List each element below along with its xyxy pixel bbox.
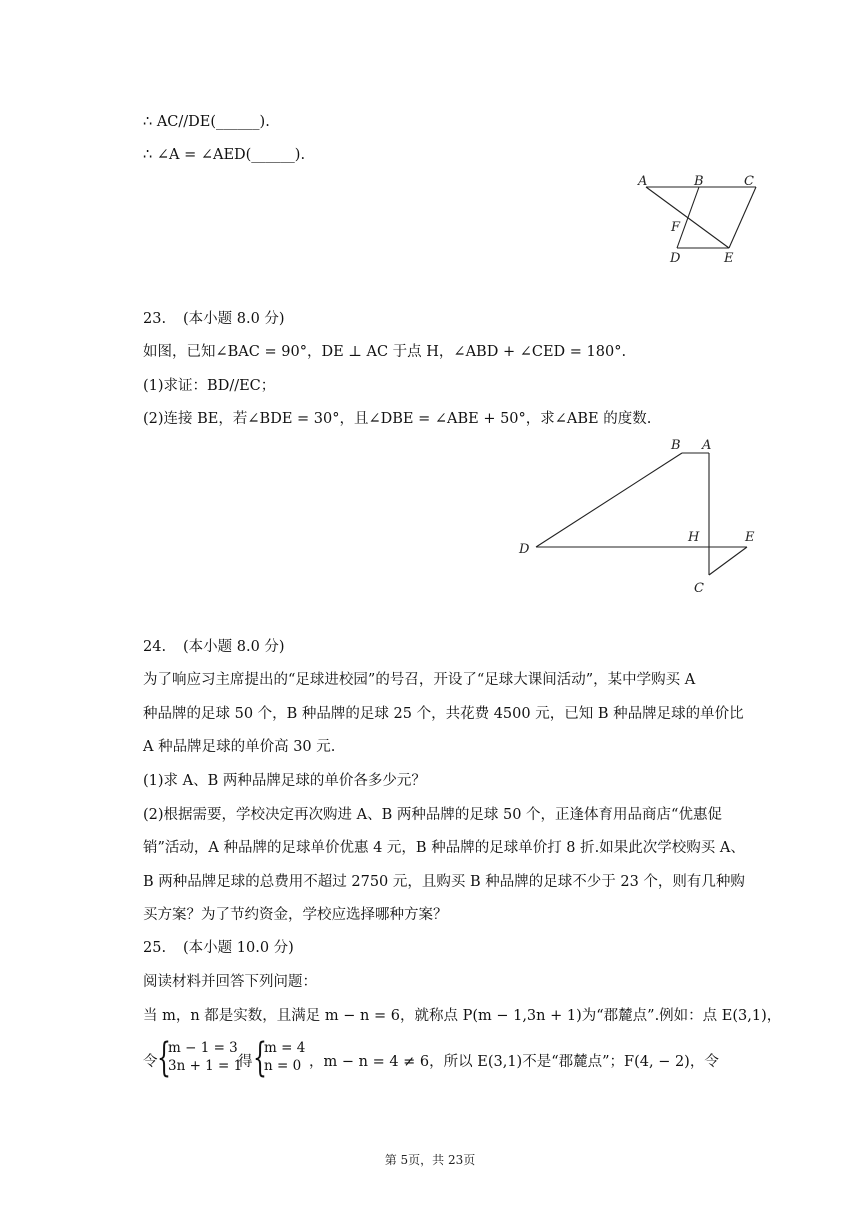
fig1-label-a: A (638, 174, 648, 189)
question-25-heading (143, 938, 294, 958)
question-24-part-2-line-1: (2)根据需要，学校决定再次购进 A、B 两种品牌的足球 50 个，正逢体育用品商店“优惠促 (143, 807, 722, 823)
question-24-line-2: 种品牌的足球 50 个，B 种品牌的足球 25 个，共花费 4500 元，已知 B 种品牌足球的单价比 (143, 706, 744, 722)
question-24-number: 24. (143, 639, 167, 655)
solution-m: m = 4 (264, 1040, 306, 1056)
question-25-number: 25. (143, 940, 167, 956)
word-de: 得 (238, 1054, 253, 1070)
question-23-score: (本小题 8.0 分) (183, 311, 285, 327)
page-footer: 第 5页，共 23页 (384, 1153, 476, 1167)
fig1-label-d: D (670, 251, 681, 266)
equation-m-minus-1: m − 1 = 3 (168, 1040, 238, 1056)
fig2-label-b: B (671, 438, 681, 453)
question-23-part-1: (1)求证：BD//EC； (143, 378, 276, 394)
question-24-score: (本小题 8.0 分) (183, 639, 285, 655)
equation-3n-plus-1: 3n + 1 = 1 (168, 1058, 243, 1074)
question-23-part-2: (2)连接 BE，若∠BDE = 30°，且∠DBE = ∠ABE + 50°，求∠ABE 的度数. (143, 411, 652, 427)
question-24-line-1: 为了响应习主席提出的“足球进校园”的号召，开设了“足球大课间活动”，某中学购买 A (143, 672, 696, 688)
question-23-heading (143, 309, 285, 329)
question-25-intro: 阅读材料并回答下列问题： (143, 974, 317, 990)
left-brace-2: { (253, 1035, 267, 1081)
figure-triangle-diagram (510, 430, 770, 600)
fig2-label-d: D (519, 542, 530, 557)
question-23-statement: 如图，已知∠BAC = 90°，DE ⊥ AC 于点 H，∠ABD + ∠CED = 180°. (143, 344, 627, 360)
figure-parallelogram-diagram (630, 168, 760, 268)
fig2-label-c: C (694, 581, 704, 596)
question-25-score: (本小题 10.0 分) (183, 940, 294, 956)
fig1-label-c: C (744, 174, 754, 189)
question-24-part-2-line-4: 买方案？为了节约资金，学校应选择哪种方案？ (143, 907, 448, 923)
proof-line-angle-a-equals-aed: ∴ ∠A = ∠AED(______). (143, 147, 306, 163)
word-ling: 令 (143, 1054, 158, 1070)
left-brace-1: { (157, 1035, 171, 1081)
question-24-heading (143, 637, 285, 657)
question-24-line-3: A 种品牌足球的单价高 30 元. (143, 739, 336, 755)
question-24-part-2-line-2: 销”活动，A 种品牌的足球单价优惠 4 元，B 种品牌的足球单价打 8 折.如果此次学校购买 A、 (143, 840, 745, 856)
proof-line-ac-parallel-de: ∴ AC//DE(______). (143, 114, 270, 130)
question-24-part-1: (1)求 A、B 两种品牌足球的单价各多少元？ (143, 773, 426, 789)
fig2-label-e: E (745, 530, 755, 545)
question-25-definition: 当 m，n 都是实数，且满足 m − n = 6，就称点 P(m − 1,3n + 1)为“郡麓点”.例如：点 E(3,1)， (143, 1008, 782, 1024)
fig1-label-f: F (671, 220, 681, 235)
solution-n: n = 0 (264, 1058, 302, 1074)
equation-line-tail: ，m − n = 4 ≠ 6，所以 E(3,1)不是“郡麓点”；F(4, − 2)，令 (309, 1054, 719, 1070)
fig1-label-e: E (724, 251, 734, 266)
fig2-label-a: A (702, 438, 712, 453)
question-23-number: 23. (143, 311, 167, 327)
fig1-label-b: B (694, 174, 704, 189)
question-24-part-2-line-3: B 两种品牌足球的总费用不超过 2750 元，且购买 B 种品牌的足球不少于 23 个，则有几种购 (143, 874, 745, 890)
fig2-label-h: H (688, 530, 700, 545)
